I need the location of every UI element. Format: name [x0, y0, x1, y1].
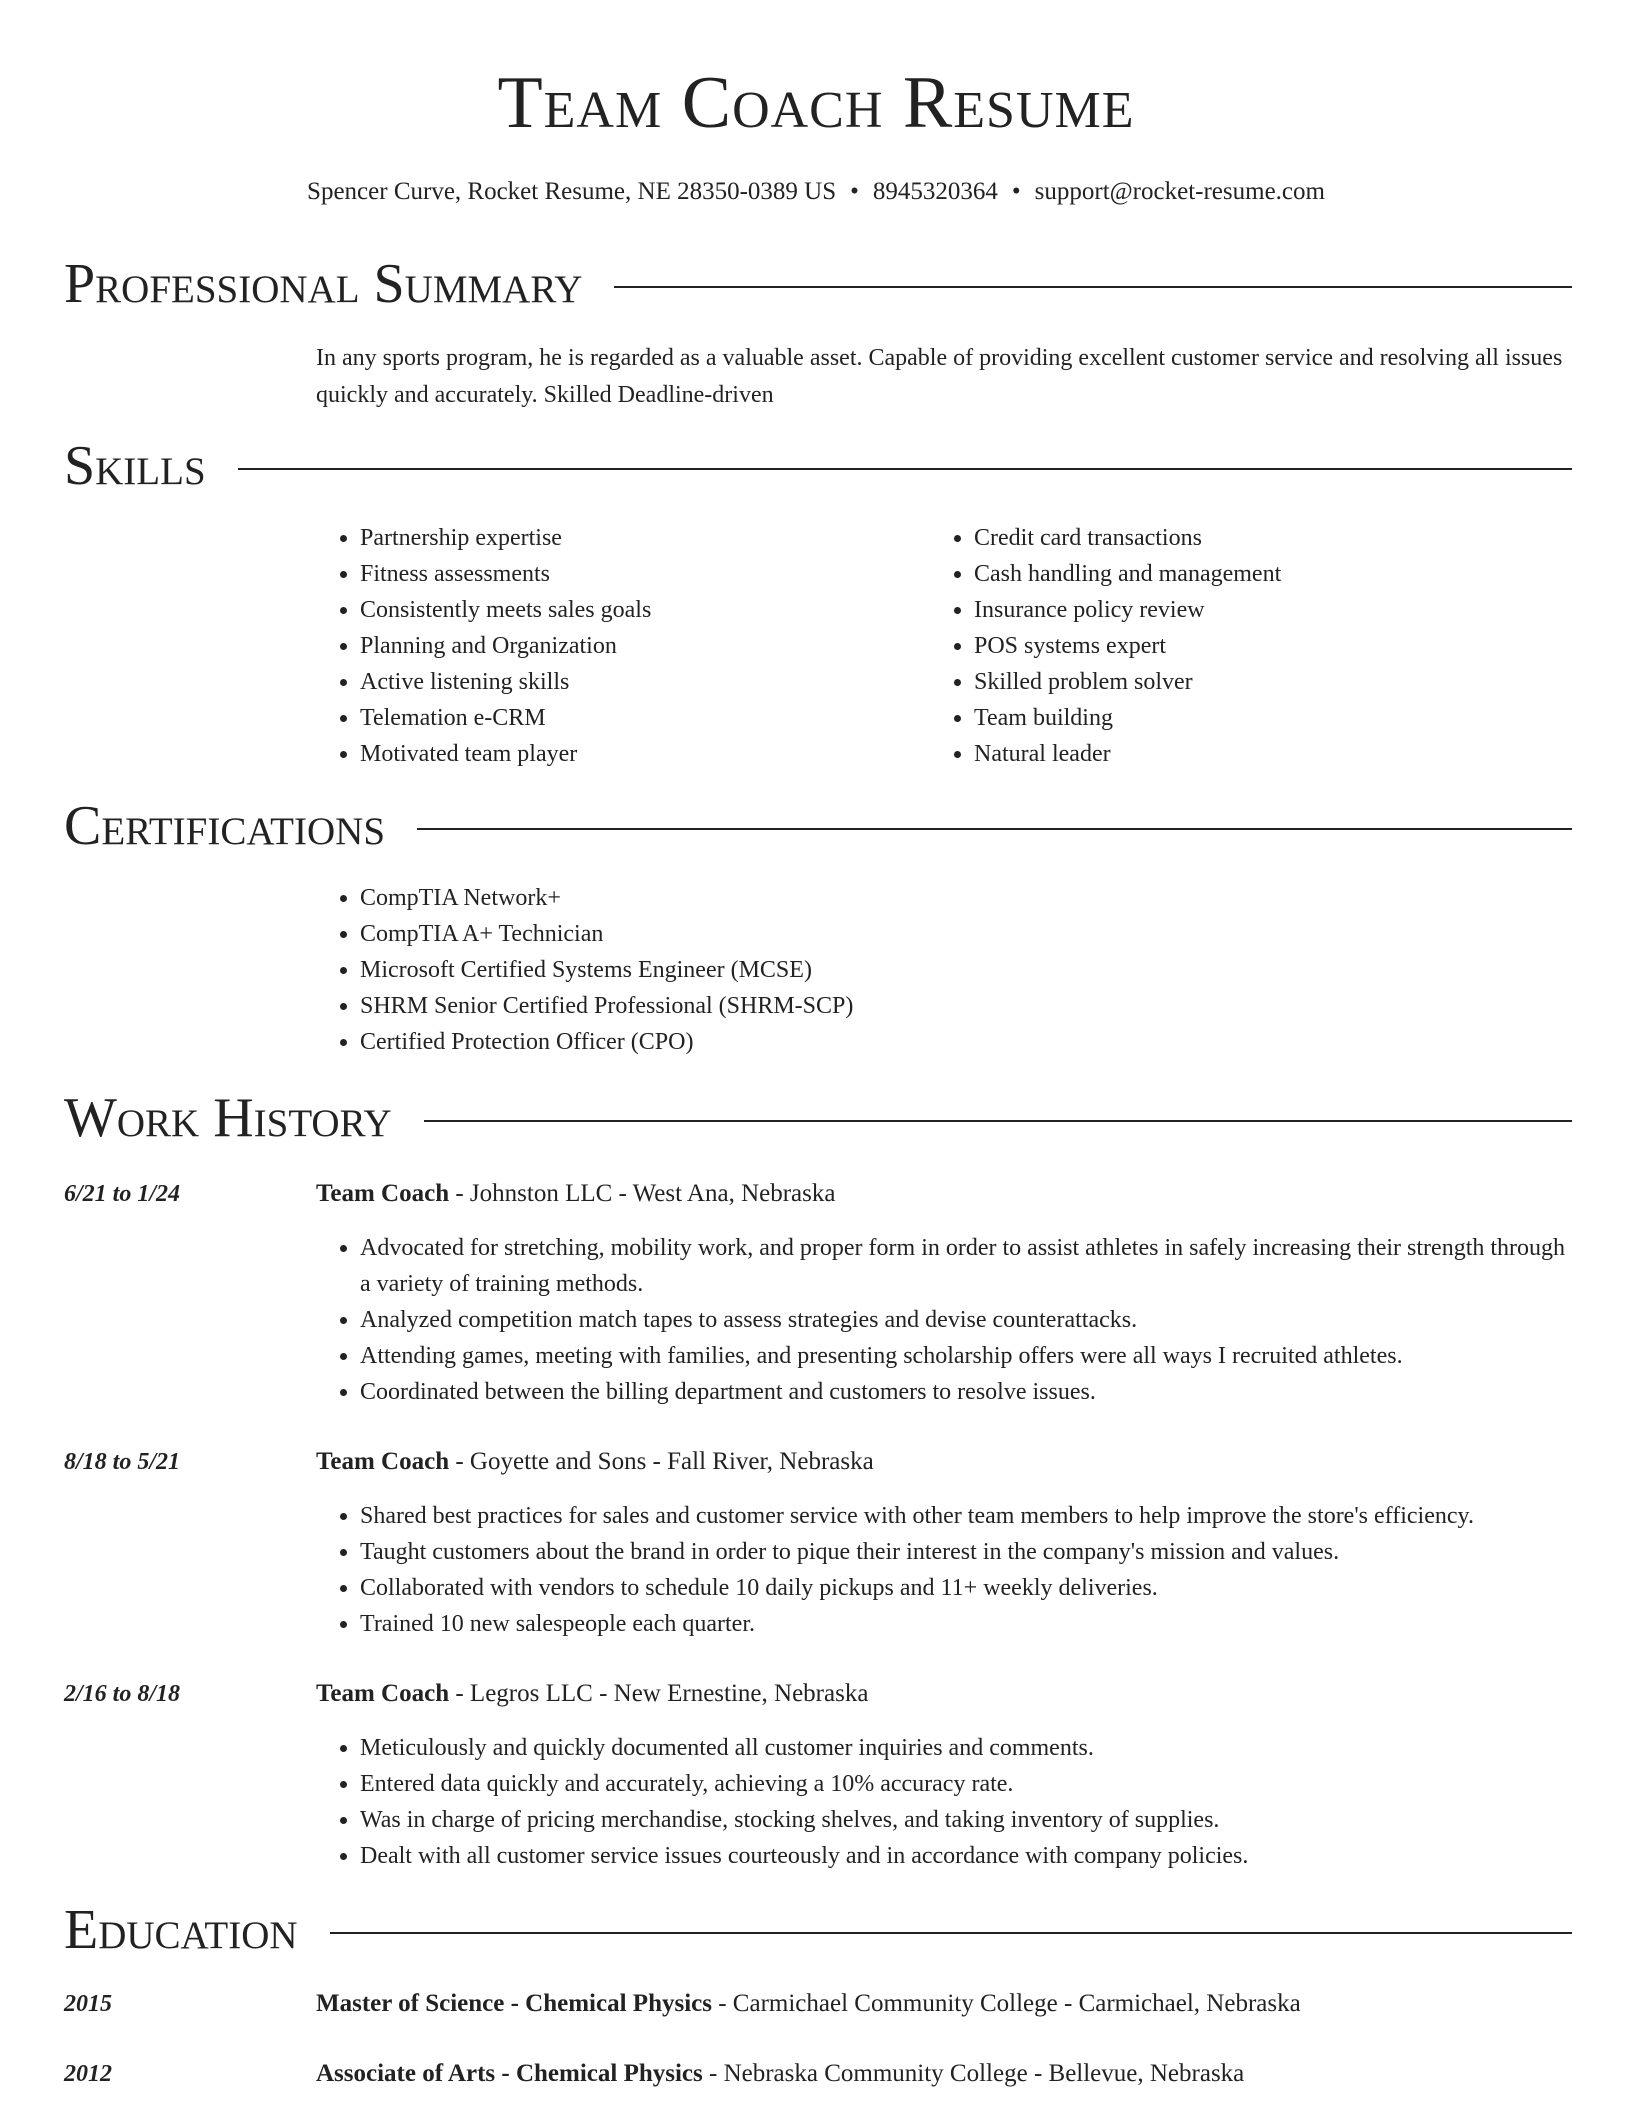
job-dates: 6/21 to 1/24 [64, 1181, 181, 1207]
education-year: 2012 [64, 2061, 112, 2087]
job-duty-item: • Coordinated between the billing department and customers to resolve issues. [360, 1374, 1572, 1410]
job-heading [316, 1676, 868, 1712]
job-duty-item: • Trained 10 new salespeople each quarter. [360, 1606, 1572, 1642]
job-dates: 8/18 to 5/21 [64, 1449, 181, 1475]
skill-item: • Planning and Organization [360, 628, 916, 664]
job-duty-item: • Advocated for stretching, mobility work, and proper form in order to assist athletes in safely increasing their strength through a variety of training methods. [360, 1230, 1572, 1302]
skill-item: • Skilled problem solver [974, 664, 1530, 700]
section-title-skills: Skills [64, 435, 206, 497]
contact-separator: • [1011, 178, 1021, 205]
skill-item: • Telemation e-CRM [360, 700, 916, 736]
job-title: Team Coach [316, 1448, 450, 1475]
contact-address: Spencer Curve, Rocket Resume, NE 28350-0389 US [307, 178, 837, 205]
job-duty-item: • Meticulously and quickly documented all customer inquiries and comments. [360, 1730, 1572, 1766]
certification-item: • Certified Protection Officer (CPO) [360, 1024, 1572, 1060]
section-divider [424, 1120, 1572, 1122]
section-divider [330, 1932, 1572, 1934]
job-employer: - Legros LLC - New Ernestine, Nebraska [449, 1680, 869, 1707]
section-title-education: Education [64, 1899, 298, 1961]
section-header-work [64, 1086, 1572, 1150]
skill-item: • Cash handling and management [974, 556, 1530, 592]
section-title-work: Work History [64, 1087, 392, 1149]
section-title-certifications: Certifications [64, 795, 386, 857]
skill-item: • Consistently meets sales goals [360, 592, 916, 628]
job-duty-item: • Attending games, meeting with families, and presenting scholarship offers were all ways I recruited athletes. [360, 1338, 1572, 1374]
job-duties [316, 1230, 1572, 1410]
job-duty-item: • Entered data quickly and accurately, achieving a 10% accuracy rate. [360, 1766, 1572, 1802]
job-heading [316, 1176, 835, 1212]
contact-line [0, 176, 1632, 208]
certifications-list [316, 880, 1572, 1060]
job-duty-item: • Taught customers about the brand in order to pique their interest in the company's mission and values. [360, 1534, 1572, 1570]
job-title: Team Coach [316, 1680, 450, 1707]
job-duties [316, 1730, 1572, 1874]
job-duty-item: • Collaborated with vendors to schedule 10 daily pickups and 11+ weekly deliveries. [360, 1570, 1572, 1606]
certification-item: • Microsoft Certified Systems Engineer (MCSE) [360, 952, 1572, 988]
skill-item: • Motivated team player [360, 736, 916, 772]
resume-title: Team Coach Resume [497, 62, 1135, 144]
job-title: Team Coach [316, 1180, 450, 1207]
job-employer: - Goyette and Sons - Fall River, Nebraska [449, 1448, 874, 1475]
education-school: - Nebraska Community College - Bellevue, Nebraska [702, 2060, 1245, 2087]
education-entry [316, 1986, 1301, 2022]
job-duty-item: • Dealt with all customer service issues courteously and in accordance with company policies. [360, 1838, 1572, 1874]
education-entry [316, 2056, 1244, 2092]
education-degree: Master of Science - Chemical Physics [316, 1990, 712, 2017]
contact-separator: • [850, 178, 859, 205]
section-header-certifications [64, 794, 1572, 858]
skill-item: • Credit card transactions [974, 520, 1530, 556]
section-title-summary: Professional Summary [64, 253, 583, 315]
job-heading [316, 1444, 874, 1480]
certification-item: • CompTIA Network+ [360, 880, 1572, 916]
certification-item: • SHRM Senior Certified Professional (SHRM-SCP) [360, 988, 1572, 1024]
summary-text: In any sports program, he is regarded as a valuable asset. Capable of providing excellent customer service and resolving all issues quickly and accurately. Skilled Deadline-driven [316, 345, 1563, 408]
skill-item: • Active listening skills [360, 664, 916, 700]
skill-item: • Team building [974, 700, 1530, 736]
education-degree: Associate of Arts - Chemical Physics [316, 2060, 703, 2087]
job-employer: - Johnston LLC - West Ana, Nebraska [449, 1180, 836, 1207]
job-duty-item: • Analyzed competition match tapes to assess strategies and devise counterattacks. [360, 1302, 1572, 1338]
skills-column-right [930, 520, 1530, 772]
job-dates: 2/16 to 8/18 [64, 1681, 181, 1707]
job-duty-item: • Shared best practices for sales and customer service with other team members to help improve the store's efficiency. [360, 1498, 1572, 1534]
job-duties [316, 1498, 1572, 1642]
section-header-skills [64, 434, 1572, 498]
section-header-summary [64, 252, 1572, 316]
section-divider [417, 828, 1572, 830]
skill-item: • Fitness assessments [360, 556, 916, 592]
skill-item: • Natural leader [974, 736, 1530, 772]
education-year: 2015 [64, 1991, 112, 2017]
skill-item: • Insurance policy review [974, 592, 1530, 628]
section-header-education [64, 1898, 1572, 1962]
skills-column-left [316, 520, 916, 772]
education-school: - Carmichael Community College - Carmichael, Nebraska [711, 1990, 1301, 2017]
skill-item: • POS systems expert [974, 628, 1530, 664]
job-duty-item: • Was in charge of pricing merchandise, stocking shelves, and taking inventory of supplies. [360, 1802, 1572, 1838]
section-divider [238, 468, 1572, 470]
contact-phone: 8945320364 [872, 178, 998, 205]
certification-item: • CompTIA A+ Technician [360, 916, 1572, 952]
skill-item: • Partnership expertise [360, 520, 916, 556]
section-divider [614, 286, 1572, 288]
contact-email: support@rocket-resume.com [1034, 178, 1325, 205]
